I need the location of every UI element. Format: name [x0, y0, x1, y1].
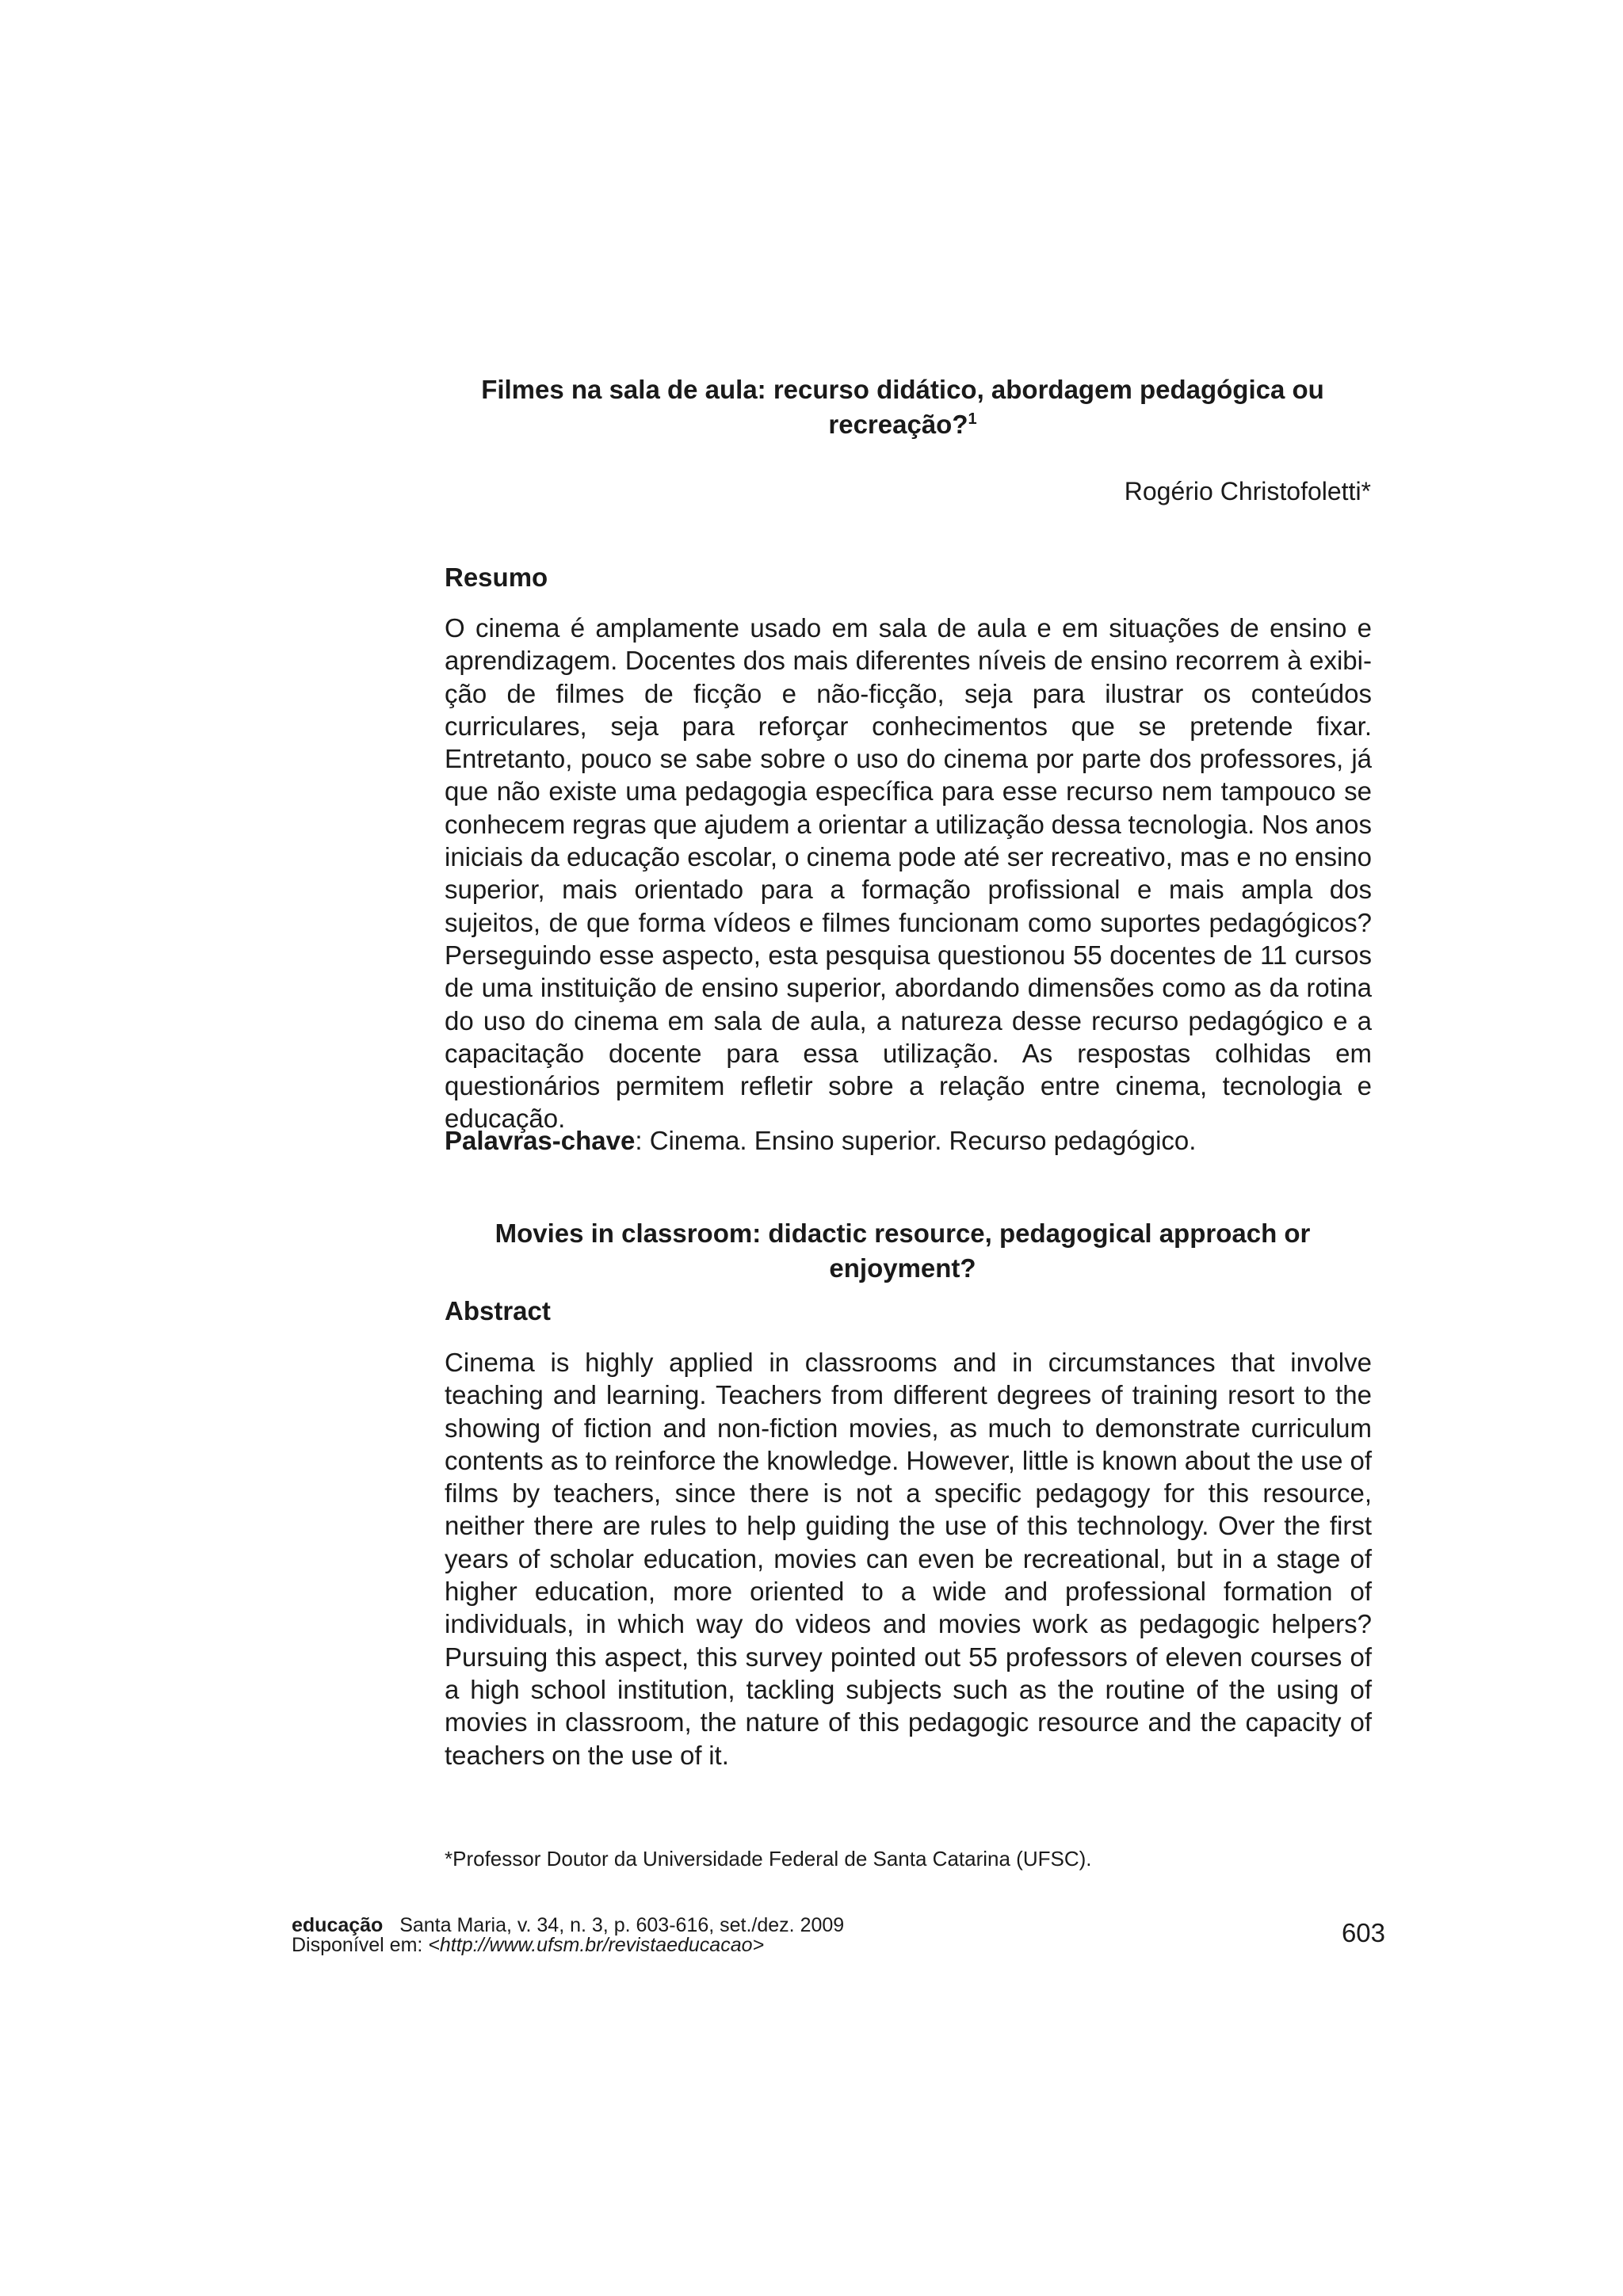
page-number: 603 [1341, 1918, 1385, 1947]
footer-citation-line [292, 1916, 844, 1936]
keywords-label: Palavras-chave [445, 1126, 636, 1155]
author-footnote: *Professor Doutor da Universidade Federal de Santa Catarina (UFSC). [445, 1847, 1092, 1871]
journal-footer [292, 1916, 844, 1955]
resumo-heading: Resumo [445, 563, 548, 592]
abstract-heading: Abstract [445, 1296, 551, 1325]
article-title-pt [444, 372, 1361, 442]
available-label: Disponível em: [292, 1934, 429, 1956]
keywords-text: : Cinema. Ensino superior. Recurso pedagógico. [635, 1126, 1197, 1155]
abstract-paragraph: Cinema is highly applied in classrooms and in circumstances that involve teaching and learning. Teachers from different degrees of training resort to the showing of fiction and non-fiction movies, as much to demonstrate curriculum contents as to reinforce the knowledge. However, little is known about the use of films by teachers, since there is not a specific pedagogy for this resource, neither there are rules to help guiding the use of this technology. Over the first years of scholar education, movies can even be recreational, but in a stage of higher education, more oriented to a wide and professional formation of individuals, in which way do videos and movies work as pedagogic helpers? Pursuing this aspect, this survey pointed out 55 professors of eleven courses of a high school institution, tackling subjects such as the routine of the using of movies in classroom, the nature of this pedagogic resource and the capacity of teachers on the use of it. [445, 1348, 1372, 1770]
article-title-en: Movies in classroom: didactic resource, pedagogical approach or enjoyment? [495, 1219, 1311, 1283]
journal-name: educação [292, 1914, 384, 1936]
footer-availability-line [292, 1936, 844, 1955]
author-name: Rogério Christofoletti* [1124, 477, 1371, 505]
title-pt-text: Filmes na sala de aula: recurso didático, abordagem pedagógica ou recreação? [481, 375, 1324, 439]
journal-url: <http://www.ufsm.br/revistaeducacao> [428, 1934, 765, 1956]
resumo-paragraph: O cinema é amplamente usado em sala de aula e em situações de ensino e aprendizagem. Docentes dos mais diferentes níveis de ensino recorrem à exibição de filmes de ficção e não-ficção, seja para ilustrar os conteúdos curriculares, seja para reforçar conhecimentos que se pretende fixar. Entretanto, pouco se sabe sobre o uso do cinema por parte dos professores, já que não existe uma pedagogia específica para esse recurso nem tampouco se conhecem regras que ajudem a orientar a utilização dessa tecnologia. Nos anos iniciais da educação escolar, o cinema pode até ser recreativo, mas e no ensino superior, mais orientado para a formação profissional e mais ampla dos sujeitos, de que forma vídeos e filmes funcionam como suportes pedagógicos? Perseguindo esse aspecto, esta pesquisa questionou 55 docentes de 11 cursos de uma instituição de ensino superior, abordando dimensões como as da rotina do uso do cinema em sala de aula, a natureza desse recurso pedagógico e a capacitação docente para essa utilização. As respostas colhidas em questionários permitem refletir sobre a relação entre cinema, tecnologia e educação. [445, 613, 1372, 1134]
keywords-line [445, 1125, 1196, 1157]
journal-citation: Santa Maria, v. 34, n. 3, p. 603-616, set./dez. 2009 [399, 1914, 845, 1936]
title-footnote-marker: 1 [968, 410, 977, 428]
